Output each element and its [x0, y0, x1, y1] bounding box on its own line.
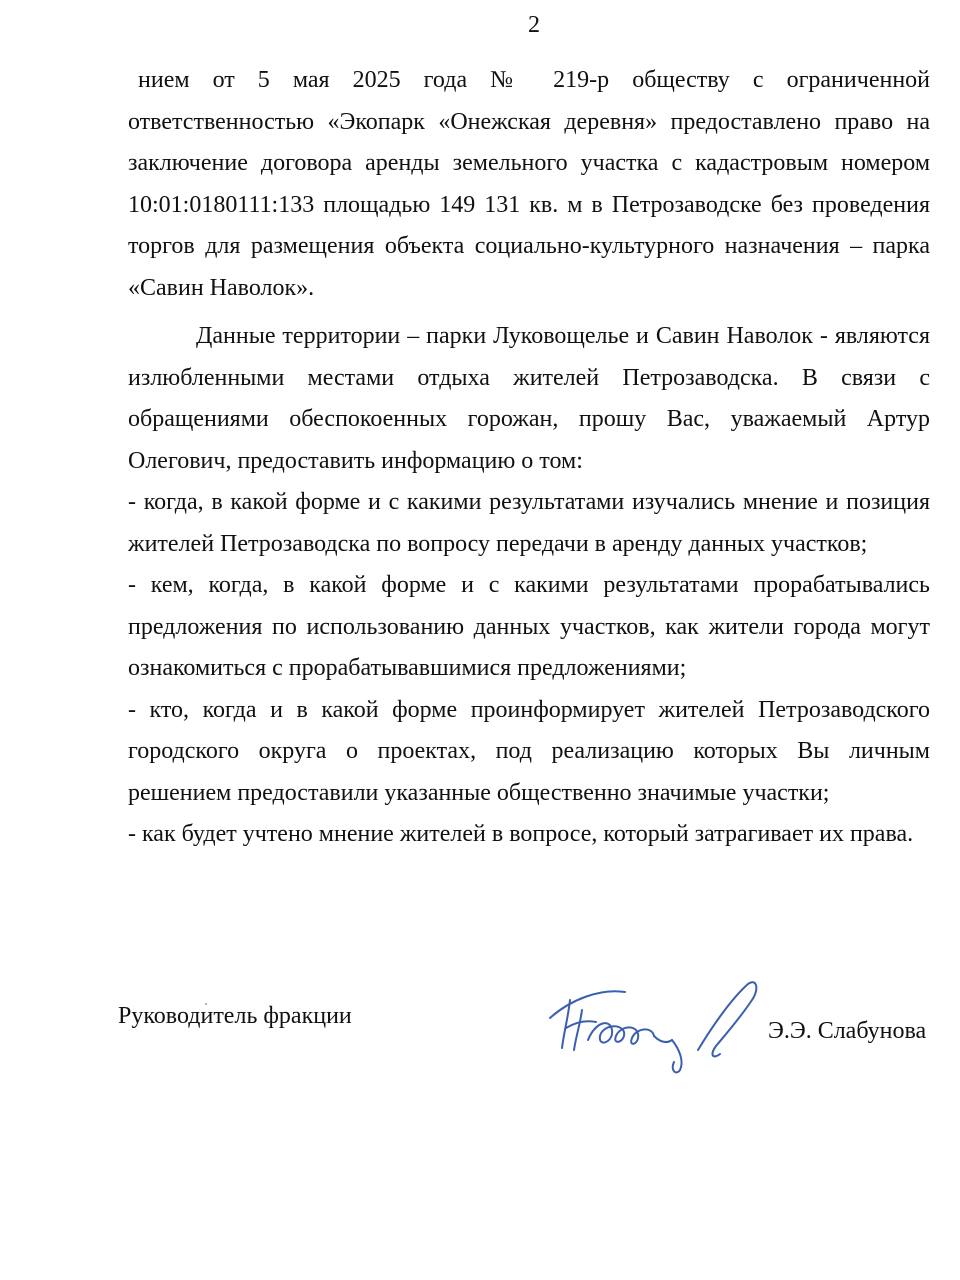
signature-block	[0, 985, 960, 1095]
signer-name: Э.Э. Слабунова	[768, 1018, 927, 1044]
handwritten-signature	[540, 970, 770, 1080]
page-number: 2	[528, 12, 540, 38]
list-item-proposals: - кем, когда, в какой форме и с какими результатами прорабатывались предложения по использованию данных участков, как жители города могут ознакомиться с прорабатывавшимися предложениями;	[128, 572, 930, 681]
list-item-residents-opinion: - когда, в какой форме и с какими результатами изучались мнение и позиция жителей Петрозаводска по вопросу передачи в аренду данных участков;	[128, 489, 930, 557]
letter-body	[128, 60, 930, 856]
list-item-projects: - кто, когда и в какой форме проинформирует жителей Петрозаводского городского округа о проектах, под реализацию которых Вы личным решением предоставили указанные общественно значимые участки;	[128, 696, 930, 806]
paragraph-request: Данные территории – парки Луковощелье и Савин Наволок - являются излюбленными местами отдыха жителей Петрозаводска. В связи с обращениями обеспокоенных горожан, прошу Вас, уважаемый Артур Олегович, предоставить информацию о том:	[128, 323, 930, 474]
signer-position: Руководитель фракции	[118, 1003, 352, 1029]
list-item-rights: - как будет учтено мнение жителей в вопросе, который затрагивает их права.	[128, 821, 914, 847]
paragraph-continuation: нием от 5 мая 2025 года № 219-р обществу с ограниченной ответственностью «Экопарк «Онежская деревня» предоставлено право на заключение договора аренды земельного участка с кадастровым номером 10:01:0180111:133 площадью 149 131 кв. м в Петрозаводске без проведения торгов для размещения объекта социально-культурного назначения – парка «Савин Наволок».	[128, 67, 930, 301]
